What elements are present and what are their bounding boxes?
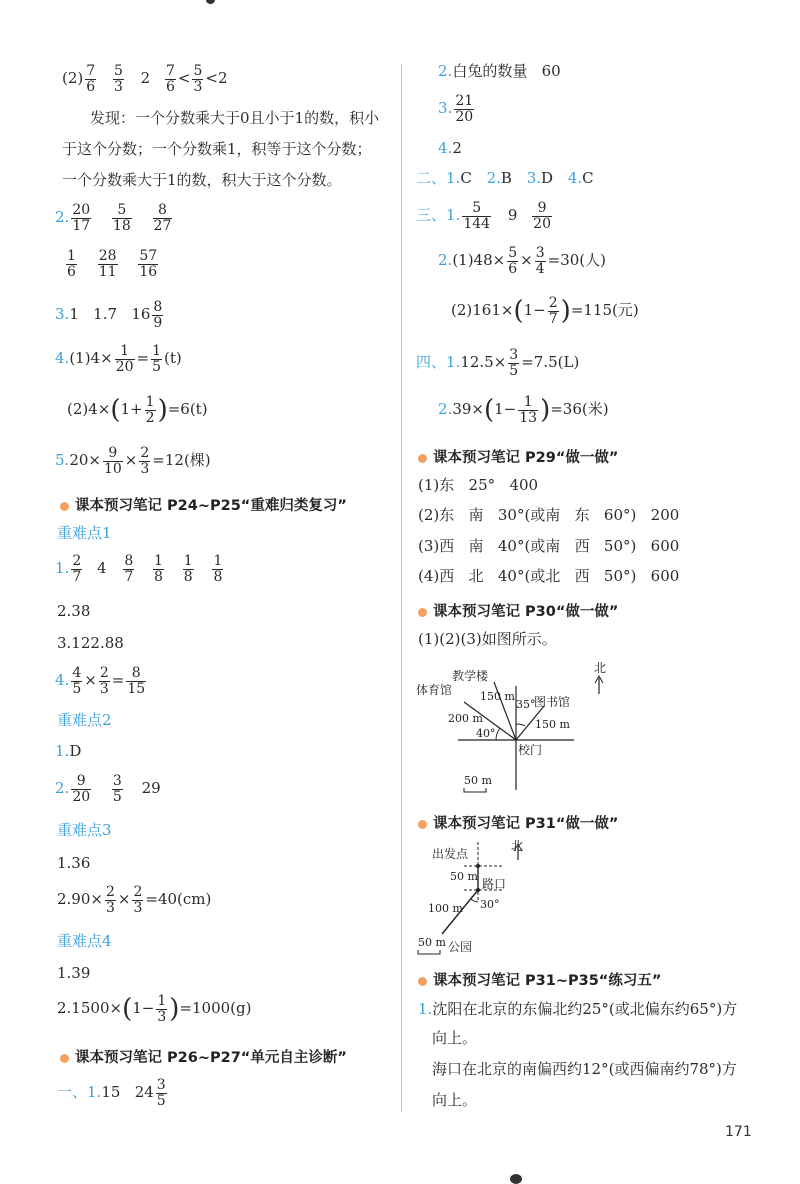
north-label: 北 bbox=[511, 839, 524, 853]
distance-label: 150 m bbox=[535, 718, 570, 731]
section-heading: 课本预习笔记 P24~P25“重难归类复习” bbox=[60, 494, 347, 515]
answer-line: 1.沈阳在北京的东偏北约25°(或北偏东约65°)方 bbox=[418, 1000, 738, 1018]
start-label: 出发点 bbox=[432, 847, 469, 861]
answer-line: 一、1.15 24 $\frac{3}{5}$ bbox=[57, 1077, 166, 1109]
answer-line: 向上。 bbox=[432, 1029, 478, 1047]
answer-line: 三、1. $\frac{5}{144}$ 9 $\frac{9}{20}$ bbox=[416, 200, 551, 232]
section-heading: 课本预习笔记 P31“做一做” bbox=[418, 812, 618, 833]
answer-line: (1)(2)(3)如图所示。 bbox=[418, 630, 557, 648]
scale-bar bbox=[418, 950, 440, 954]
distance-label: 100 m bbox=[428, 902, 463, 915]
teaching-building-label: 教学楼 bbox=[452, 669, 489, 683]
answer-line: 2.白兔的数量 60 bbox=[438, 62, 561, 80]
route-direction-diagram bbox=[414, 838, 554, 958]
angle-arc bbox=[516, 724, 525, 726]
distance-label: 50 m bbox=[450, 870, 478, 883]
scale-label: 50 m bbox=[418, 936, 446, 949]
answer-line: 2.39×(1− $\frac{1}{13}$ )=36(米) bbox=[438, 394, 609, 426]
subheading: 重难点1 bbox=[57, 524, 112, 542]
campus-direction-diagram bbox=[414, 656, 624, 796]
angle-label: 40° bbox=[476, 727, 496, 740]
answer-line: 2.90× $\frac{2}{3}$ × $\frac{2}{3}$ =40(cm) bbox=[57, 884, 212, 916]
finding-text: 一个分数乘大于1的数，积大于这个分数。 bbox=[62, 171, 342, 189]
bullet-icon bbox=[418, 977, 427, 986]
answer-line: 1.36 bbox=[57, 854, 91, 872]
answer-line: 1. $\frac{2}{7}$ 4 $\frac{8}{7}$ $\frac{1}{8}$ $\frac{1}{8}$ $\frac{1}{8}$ bbox=[55, 553, 223, 585]
section-heading: 课本预习笔记 P30“做一做” bbox=[418, 600, 618, 621]
park-label: 公园 bbox=[448, 940, 473, 954]
answer-line: 5.20× $\frac{9}{10}$ × $\frac{2}{3}$ =12(棵) bbox=[55, 445, 211, 477]
answer-line: (4)西 北 40°(或北 西 50°) 600 bbox=[418, 567, 680, 585]
answer-line: 4.2 bbox=[438, 139, 462, 157]
answer-line: (2)4×(1+ $\frac{1}{2}$ )=6(t) bbox=[67, 394, 208, 426]
answer-line: 四、1.12.5× $\frac{3}{5}$ =7.5(L) bbox=[416, 347, 580, 379]
answer-line: 1.39 bbox=[57, 964, 91, 982]
answer-line: (2)161×(1− $\frac{2}{7}$ )=115(元) bbox=[451, 295, 639, 327]
answer-line: 二、1.C 2.B 3.D 4.C bbox=[416, 169, 594, 187]
answer-line: 1.D bbox=[55, 742, 82, 760]
answer-line: 2. $\frac{9}{20}$ $\frac{3}{5}$ 29 bbox=[55, 773, 161, 805]
answer-line: 2.1500×(1− $\frac{1}{3}$ )=1000(g) bbox=[57, 993, 252, 1025]
angle-arc bbox=[496, 728, 500, 740]
finding-text: 发现：一个分数乘大于0且小于1的数，积小 bbox=[90, 109, 380, 127]
section-heading: 课本预习笔记 P31~P35“练习五” bbox=[418, 969, 661, 990]
answer-line: $\frac{1}{6}$ $\frac{28}{11}$ $\frac{57}{16}$ bbox=[67, 248, 158, 280]
answer-line: 2.38 bbox=[57, 602, 91, 620]
page-number: 171 bbox=[725, 1124, 752, 1140]
bullet-icon bbox=[60, 1054, 69, 1063]
answer-line: 3. $\frac{21}{20}$ bbox=[438, 93, 474, 125]
gym-label: 体育馆 bbox=[416, 683, 453, 697]
crossing-label: 路口 bbox=[482, 877, 507, 891]
section-heading: 课本预习笔记 P26~P27“单元自主诊断” bbox=[60, 1046, 347, 1067]
answer-line: (1)东 25° 400 bbox=[418, 476, 539, 494]
bullet-icon bbox=[418, 454, 427, 463]
answer-line: 2. $\frac{20}{17}$ $\frac{5}{18}$ $\frac{8}{27}$ bbox=[55, 202, 172, 234]
top-dot-mark bbox=[206, 0, 215, 4]
scale-bar bbox=[464, 788, 486, 792]
answer-line: 2.(1)48× $\frac{5}{6}$ × $\frac{3}{4}$ =30(人) bbox=[438, 245, 607, 277]
distance-label: 150 m bbox=[480, 690, 515, 703]
bullet-icon bbox=[418, 608, 427, 617]
bottom-dot-mark bbox=[510, 1174, 522, 1184]
crossing-point bbox=[476, 888, 480, 892]
angle-arc bbox=[471, 899, 478, 902]
answer-line: (2) $\frac{7}{6}$ $\frac{5}{3}$ 2 $\frac{7}{6}$ < $\frac{5}{3}$ <2 bbox=[62, 63, 228, 95]
answer-line: (3)西 南 40°(或南 西 50°) 600 bbox=[418, 537, 680, 555]
school-gate-label: 校门 bbox=[518, 743, 543, 757]
north-label: 北 bbox=[594, 661, 607, 675]
answer-line: 向上。 bbox=[432, 1091, 478, 1109]
distance-label: 200 m bbox=[448, 712, 483, 725]
subheading: 重难点3 bbox=[57, 821, 112, 839]
bullet-icon bbox=[60, 502, 69, 511]
library-label: 图书馆 bbox=[534, 695, 571, 709]
answer-line: 4.(1)4× $\frac{1}{20}$ = $\frac{1}{5}$ (t) bbox=[55, 343, 182, 375]
angle-label: 35° bbox=[516, 698, 536, 711]
answer-line: 3.122.88 bbox=[57, 634, 124, 652]
angle-label: 30° bbox=[480, 898, 500, 911]
scale-label: 50 m bbox=[464, 774, 492, 787]
finding-text: 于这个分数；一个分数乘1，积等于这个分数； bbox=[62, 140, 372, 158]
subheading: 重难点4 bbox=[57, 932, 112, 950]
subheading: 重难点2 bbox=[57, 711, 112, 729]
section-heading: 课本预习笔记 P29“做一做” bbox=[418, 446, 618, 467]
start-point bbox=[476, 864, 480, 868]
answer-line: 海口在北京的南偏西约12°(或西偏南约78°)方 bbox=[432, 1060, 737, 1078]
answer-line: 3.1 1.7 16 $\frac{8}{9}$ bbox=[55, 299, 163, 331]
answer-line: 4. $\frac{4}{5}$ × $\frac{2}{3}$ = $\frac{8}{15}$ bbox=[55, 665, 146, 697]
answer-line: (2)东 南 30°(或南 东 60°) 200 bbox=[418, 506, 680, 524]
bullet-icon bbox=[418, 820, 427, 829]
column-divider bbox=[401, 64, 402, 1112]
